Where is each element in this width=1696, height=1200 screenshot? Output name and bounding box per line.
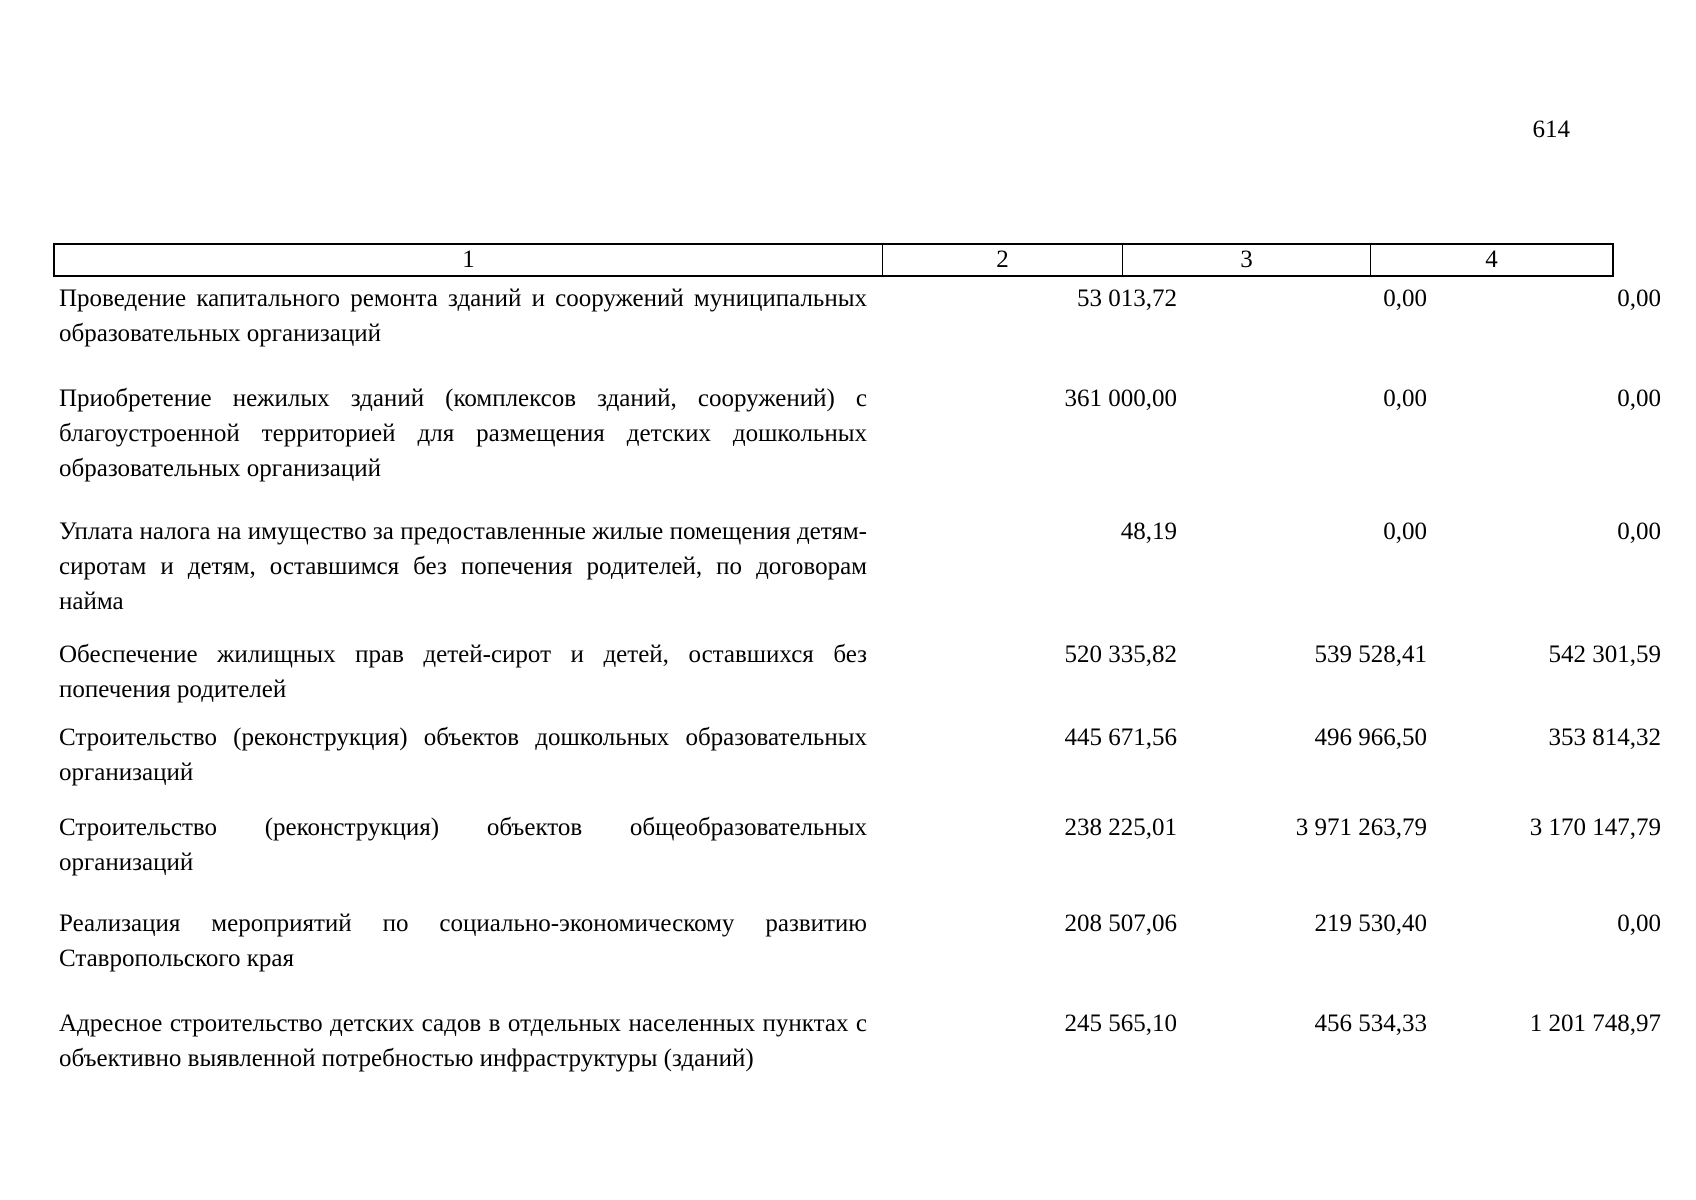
row-value-col-4: 1 201 748,97 (1529, 1010, 1661, 1037)
header-col-3: 3 (1123, 245, 1371, 275)
row-value-col-3: 456 534,33 (1314, 1010, 1427, 1037)
row-value-col-3: 0,00 (1383, 385, 1427, 412)
row-value-col-3: 496 966,50 (1314, 724, 1427, 751)
row-value-col-4: 0,00 (1617, 518, 1661, 545)
row-label: Адресное строительство детских садов в отдельных населенных пунктах с объективно выявленной потребностью инфраструктуры (зданий) (59, 1010, 867, 1072)
row-value-col-3: 3 971 263,79 (1295, 814, 1427, 841)
header-col-2: 2 (883, 245, 1123, 275)
row-label: Строительство (реконструкция) объектов общеобразовательных организаций (59, 814, 867, 876)
row-value-col-2: 361 000,00 (1064, 385, 1177, 412)
header-col-4: 4 (1485, 246, 1498, 273)
row-label: Проведение капитального ремонта зданий и сооружений муниципальных образовательных организаций (59, 285, 867, 347)
header-col-1: 1 (55, 245, 883, 275)
row-label: Обеспечение жилищных прав детей-сирот и детей, оставшихся без попечения родителей (59, 641, 867, 703)
row-value-col-3: 0,00 (1383, 285, 1427, 312)
row-value-col-2: 245 565,10 (1064, 1010, 1177, 1037)
row-value-col-4: 0,00 (1617, 910, 1661, 937)
row-value-col-2: 53 013,72 (1077, 285, 1177, 312)
row-label: Реализация мероприятий по социально-экономическому развитию Ставропольского края (59, 910, 867, 972)
row-value-col-2: 208 507,06 (1064, 910, 1177, 937)
row-label: Приобретение нежилых зданий (комплексов зданий, сооружений) с благоустроенной территорией для размещения детских дошкольных образовательных организаций (59, 385, 867, 482)
row-value-col-2: 520 335,82 (1064, 641, 1177, 668)
row-value-col-3: 0,00 (1383, 518, 1427, 545)
row-label: Строительство (реконструкция) объектов дошкольных образовательных организаций (59, 724, 867, 786)
row-label: Уплата налога на имущество за предоставленные жилые помещения детям-сиротам и детям, оставшимся без попечения родителей, по договорам найма (59, 518, 867, 615)
row-value-col-2: 445 671,56 (1064, 724, 1177, 751)
row-value-col-4: 0,00 (1617, 285, 1661, 312)
row-value-col-3: 539 528,41 (1314, 641, 1427, 668)
row-value-col-4: 3 170 147,79 (1529, 814, 1661, 841)
page-number: 614 (1532, 116, 1570, 143)
row-value-col-2: 238 225,01 (1064, 814, 1177, 841)
table-header (53, 243, 1614, 277)
row-value-col-3: 219 530,40 (1314, 910, 1427, 937)
row-value-col-2: 48,19 (1120, 518, 1177, 545)
row-value-col-4: 353 814,32 (1548, 724, 1661, 751)
row-value-col-4: 0,00 (1617, 385, 1661, 412)
row-value-col-4: 542 301,59 (1548, 641, 1661, 668)
